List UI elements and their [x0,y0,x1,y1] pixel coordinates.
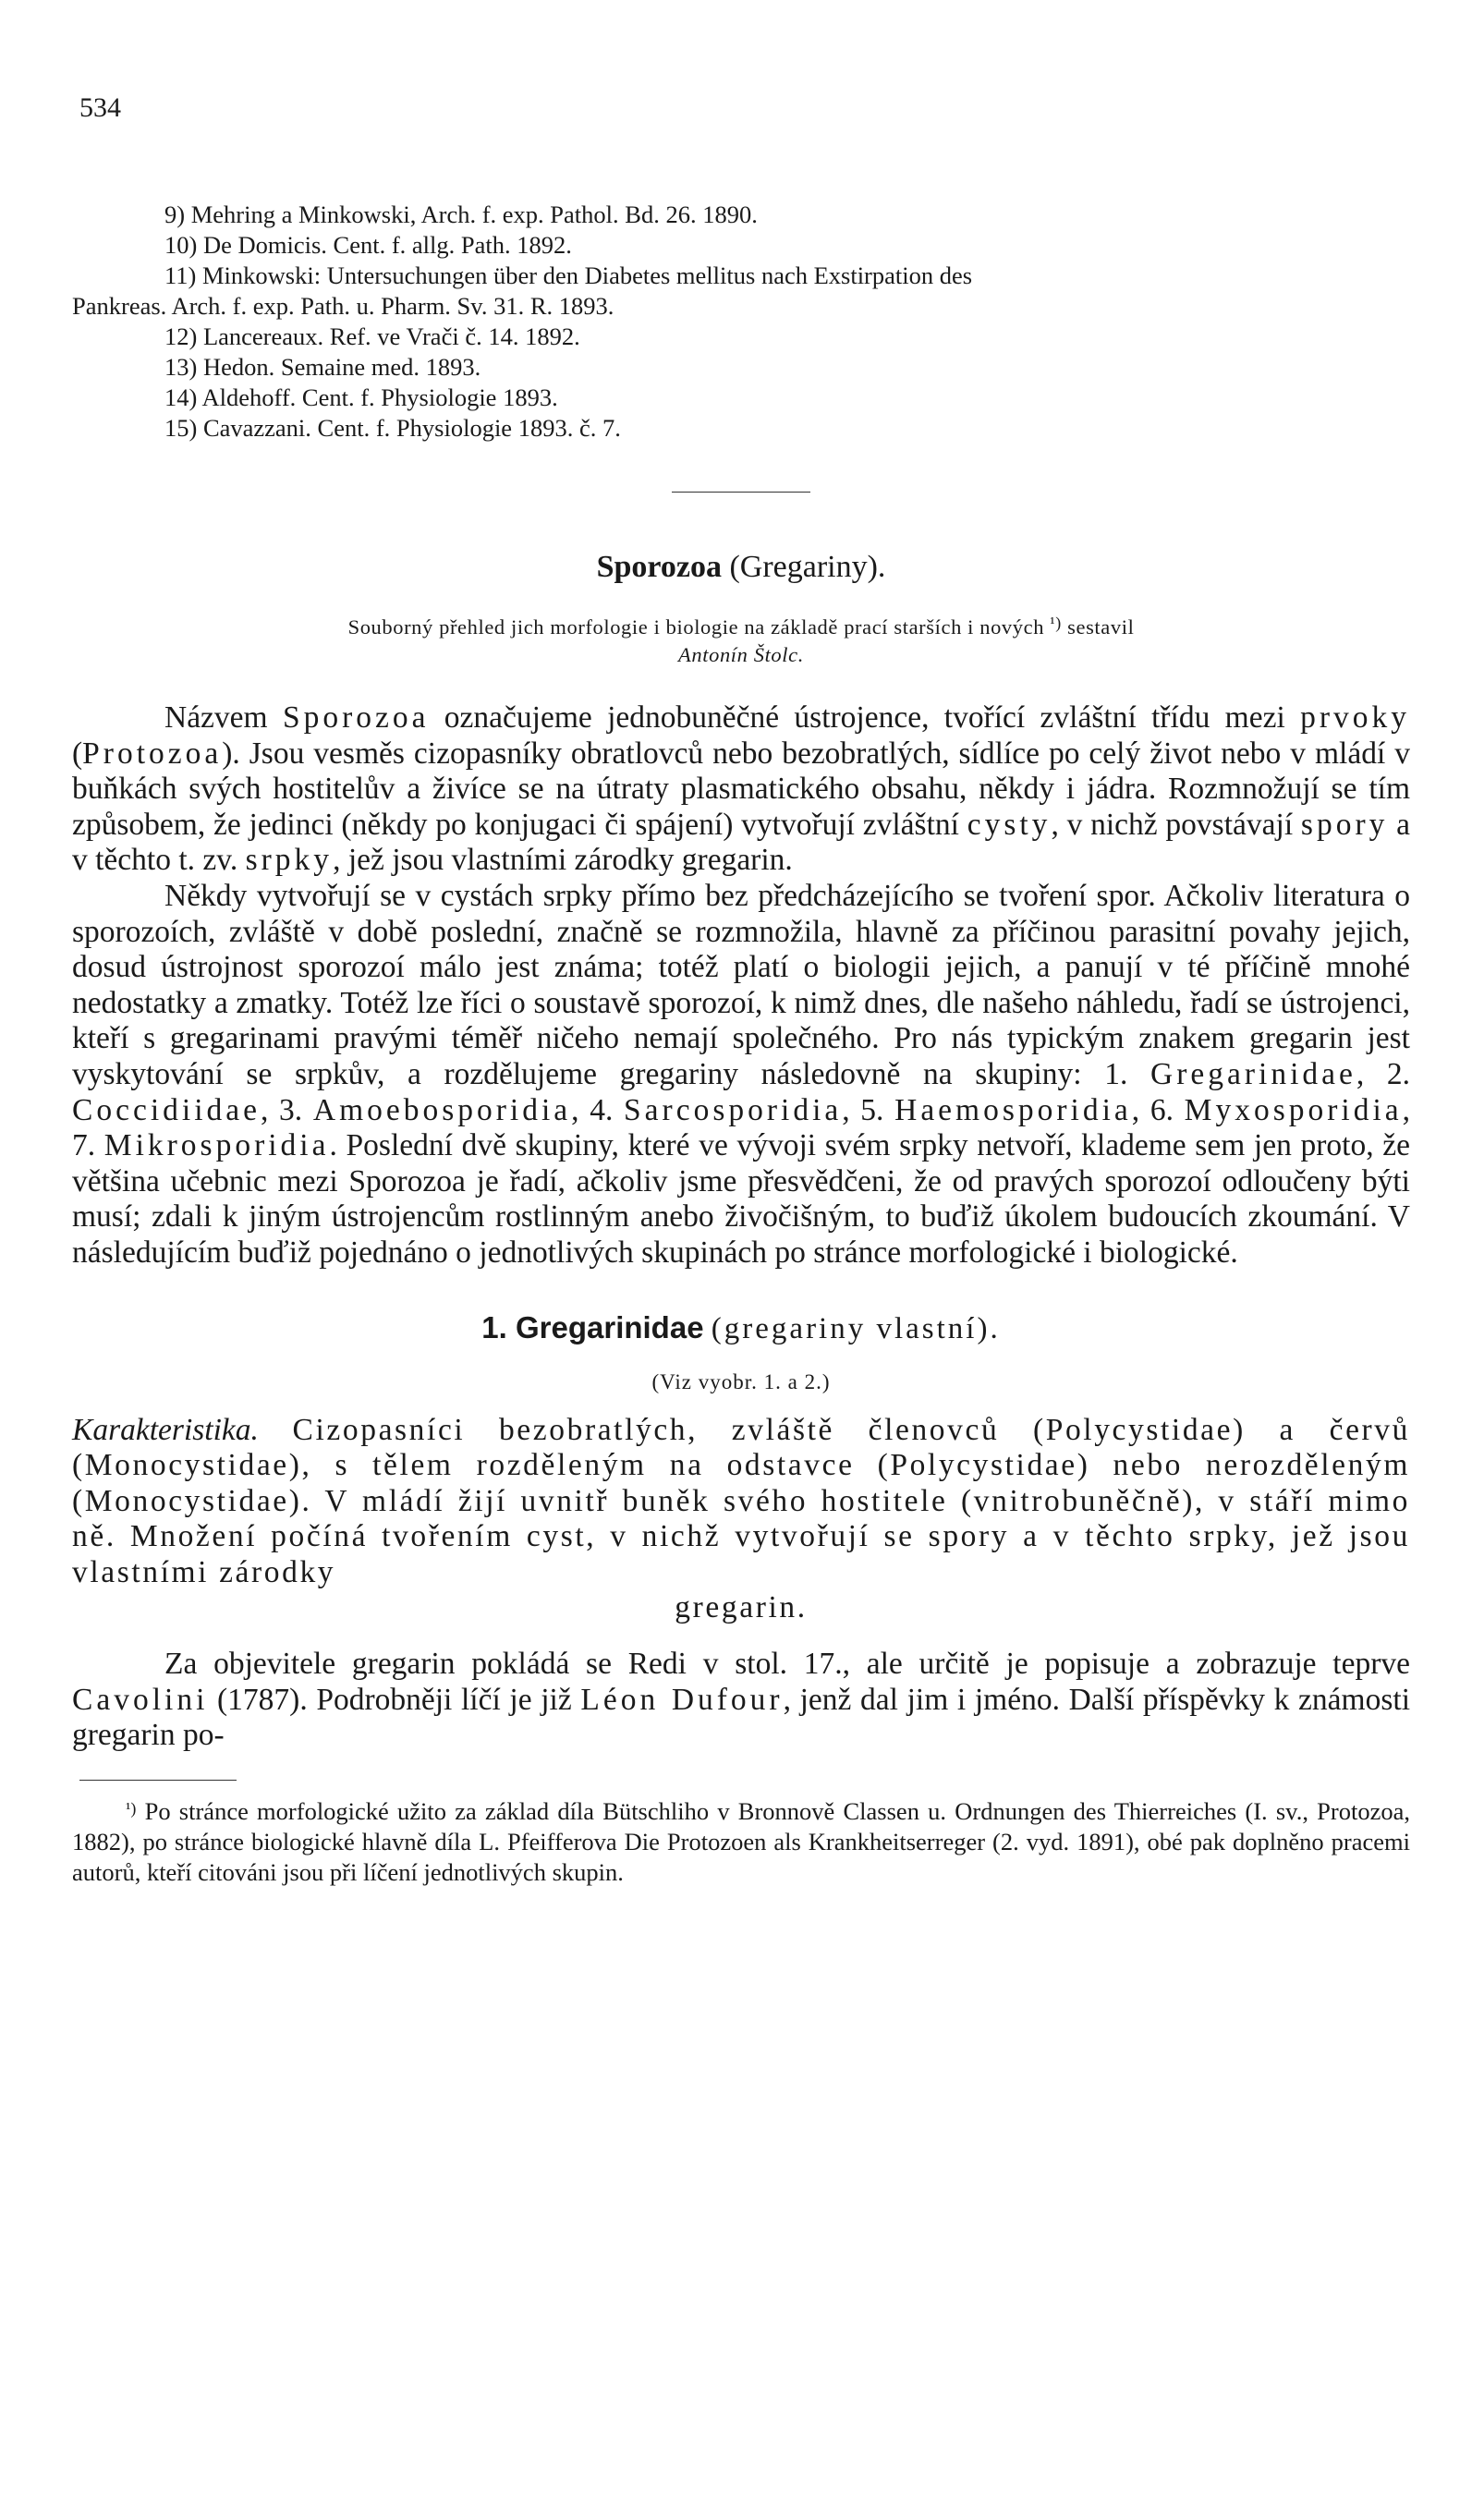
text-run: Názvem [164,700,283,735]
text-run: , 7. [72,1092,1411,1163]
figure-reference: (Viz vyobr. 1. a 2.) [651,1369,831,1393]
characteristics-tail: gregarin. [675,1590,808,1625]
text-run: a v těchto t. zv. [72,807,1411,878]
text-run: , v nichž povstávají [1051,807,1301,842]
text-run: ). Jsou vesměs cizopasníky obratlovců nebo bezobratlých, sídlíce po celý život nebo v mládí v buňkách svých hostitelův a živíce se na útraty plasmatického obsahu, někdy i jádra. Rozmnožují se tím způsobem, že jedinci (někdy po konjugaci či spájení) vytvořují zvláštní [72,736,1410,842]
characteristics-label: Karakteristika. [72,1412,259,1447]
group-name: Sarcosporidia [624,1092,843,1127]
text-run: , 4. [571,1092,625,1127]
reference-item: 14) Aldehoff. Cent. f. Physiologie 1893. [164,383,558,411]
group-name: Gregarinidae [1150,1056,1356,1091]
text-run: , 3. [261,1092,313,1127]
footnote-text: Po stránce morfologické užito za základ díla Bütschliho v Bronnově Classen u. Ordnungen des Thierreiches (I. sv., Protozoa, 1882), po stránce biologické hlavně díla L. Pfeifferova Die Protozoen als Krankheitserreger (2. vyd. 1891), obé pak doplněno pracemi autorů, kteří citováni jsou při líčení jednotlivých skupin. [72,1796,1410,1886]
reference-item: 15) Cavazzani. Cent. f. Physiologie 1893. č. 7. [164,414,621,442]
subtitle-text: Souborný přehled jich morfologie i biologie na základě prací starších i nových [347,615,1045,639]
group-name: Myxosporidia [1184,1092,1403,1127]
text-run: , jenž dal jim i jméno. Další příspěvky k známosti gregarin po- [72,1682,1411,1753]
reference-item: 12) Lancereaux. Ref. ve Vrači č. 14. 1892. [164,322,580,350]
footnote-divider [79,1780,237,1781]
text-run: , 2. [1356,1056,1411,1091]
reference-item: 9) Mehring a Minkowski, Arch. f. exp. Pathol. Bd. 26. 1890. [164,201,758,228]
spaced-term: Sporozoa [282,700,430,735]
text-run: Někdy vytvořují se v cystách srpky přímo bez předcházejícího se tvoření spor. Ačkoliv literatura o sporozoích, zvláště v době poslední, značně se rozmnožila, hlavně za příčinou parasitní povahy jejich, dosud ústrojnost sporozoí málo jest známa; totéž platí o biologii jejich, a panují v té příčině mnohé nedostatky a zmatky. Totéž lze říci o soustavě sporozoí, k nimž dnes, dle našeho náhledu, řadí se ústrojenci, kteří s gregarinami pravými téměř ničeho nemají společného. Pro nás typickým znakem gregarin jest vyskytování se srpkův, a rozdělujeme gregariny následovně na skupiny: 1. [72,878,1410,1091]
spaced-term: Protozoa [82,736,223,771]
text-run: , jež jsou vlastními zárodky gregarin. [333,843,793,878]
person-name: Cavolini [72,1682,209,1717]
article-title [72,550,1410,585]
text-run: označujeme jednobuněčné ústrojence, tvořící zvláštní třídu mezi [429,700,1301,735]
reference-list [72,200,1410,444]
title-bold: Sporozoa [596,550,722,584]
history-paragraph [72,1647,1410,1754]
spaced-term: srpky [245,843,334,878]
spaced-term: prvoky [1300,700,1410,735]
footnote [72,1794,1410,1888]
article-subtitle [72,609,1410,669]
reference-item: 13) Hedon. Semaine med. 1893. [164,353,481,381]
text-run: (1787). Podrobněji líčí je již [208,1682,581,1717]
text-run: , 6. [1131,1092,1185,1127]
subtitle-tail: sestavil [1067,615,1135,639]
title-paren: (Gregariny). [729,550,886,584]
characteristics-paragraph [72,1413,1410,1627]
section-divider [672,492,810,493]
section-title: 1. Gregarinidae [481,1309,704,1344]
footnote-marker: ¹) [1050,614,1062,632]
group-name: Haemosporidia [894,1092,1132,1127]
page-number: 534 [79,92,121,123]
spaced-term: spory [1300,807,1389,842]
text-run: Za objevitele gregarin pokládá se Redi v stol. 17., ale určitě je popisuje a zobrazuje teprve [164,1647,1410,1682]
reference-item: 11) Minkowski: Untersuchungen über den Diabetes mellitus nach Exstirpation des [164,262,973,289]
group-name: Amoebosporidia [312,1092,572,1127]
author-name: Antonín Štolc. [678,643,804,666]
group-name: Coccidiidae [72,1092,261,1127]
section-heading [72,1310,1410,1346]
intro-paragraph [72,700,1410,879]
person-name: Léon Dufour [580,1682,784,1717]
text-run: , 5. [842,1092,895,1127]
reference-item: 10) De Domicis. Cent. f. allg. Path. 1892. [164,231,572,259]
characteristics-text: Cizopasníci bezobratlých, zvláště členovců (Polycystidae) a červů (Monocystidae), s tělem rozděleným na odstavce (Polycystidae) nebo nerozděleným (Monocystidae). V mládí žijí uvnitř buněk svého hostitele (vnitrobuněčně), v stáří mimo ně. Množení počíná tvořením cyst, v nichž vytvořují se spory a v těchto srpky, jež jsou vlastními zárodky [72,1412,1410,1589]
section-title-czech: (gregariny vlastní). [711,1311,1001,1345]
footnote-mark: ¹) [126,1798,137,1818]
reference-item-continuation: Pankreas. Arch. f. exp. Path. u. Pharm. Sv. 31. R. 1893. [72,292,614,320]
body-paragraph [72,879,1410,1271]
text-run: . Poslední dvě skupiny, které ve vývoji svém srpky netvoří, klademe sem jen proto, že většina učebnic mezi Sporozoa je řadí, ačkoliv jsme přesvědčeni, že od pravých sporozoí odloučeny býti musí; zdali k jiným ústrojencům rostlinným anebo živočišným, to buďiž úkolem budoucích zkoumání. V následujícím buďiž pojednáno o jednotlivých skupinách po stránce morfologické i biologické. [72,1128,1411,1270]
text-run: ( [72,736,83,771]
group-name: Mikrosporidia [103,1128,330,1163]
spaced-term: cysty [967,807,1052,842]
